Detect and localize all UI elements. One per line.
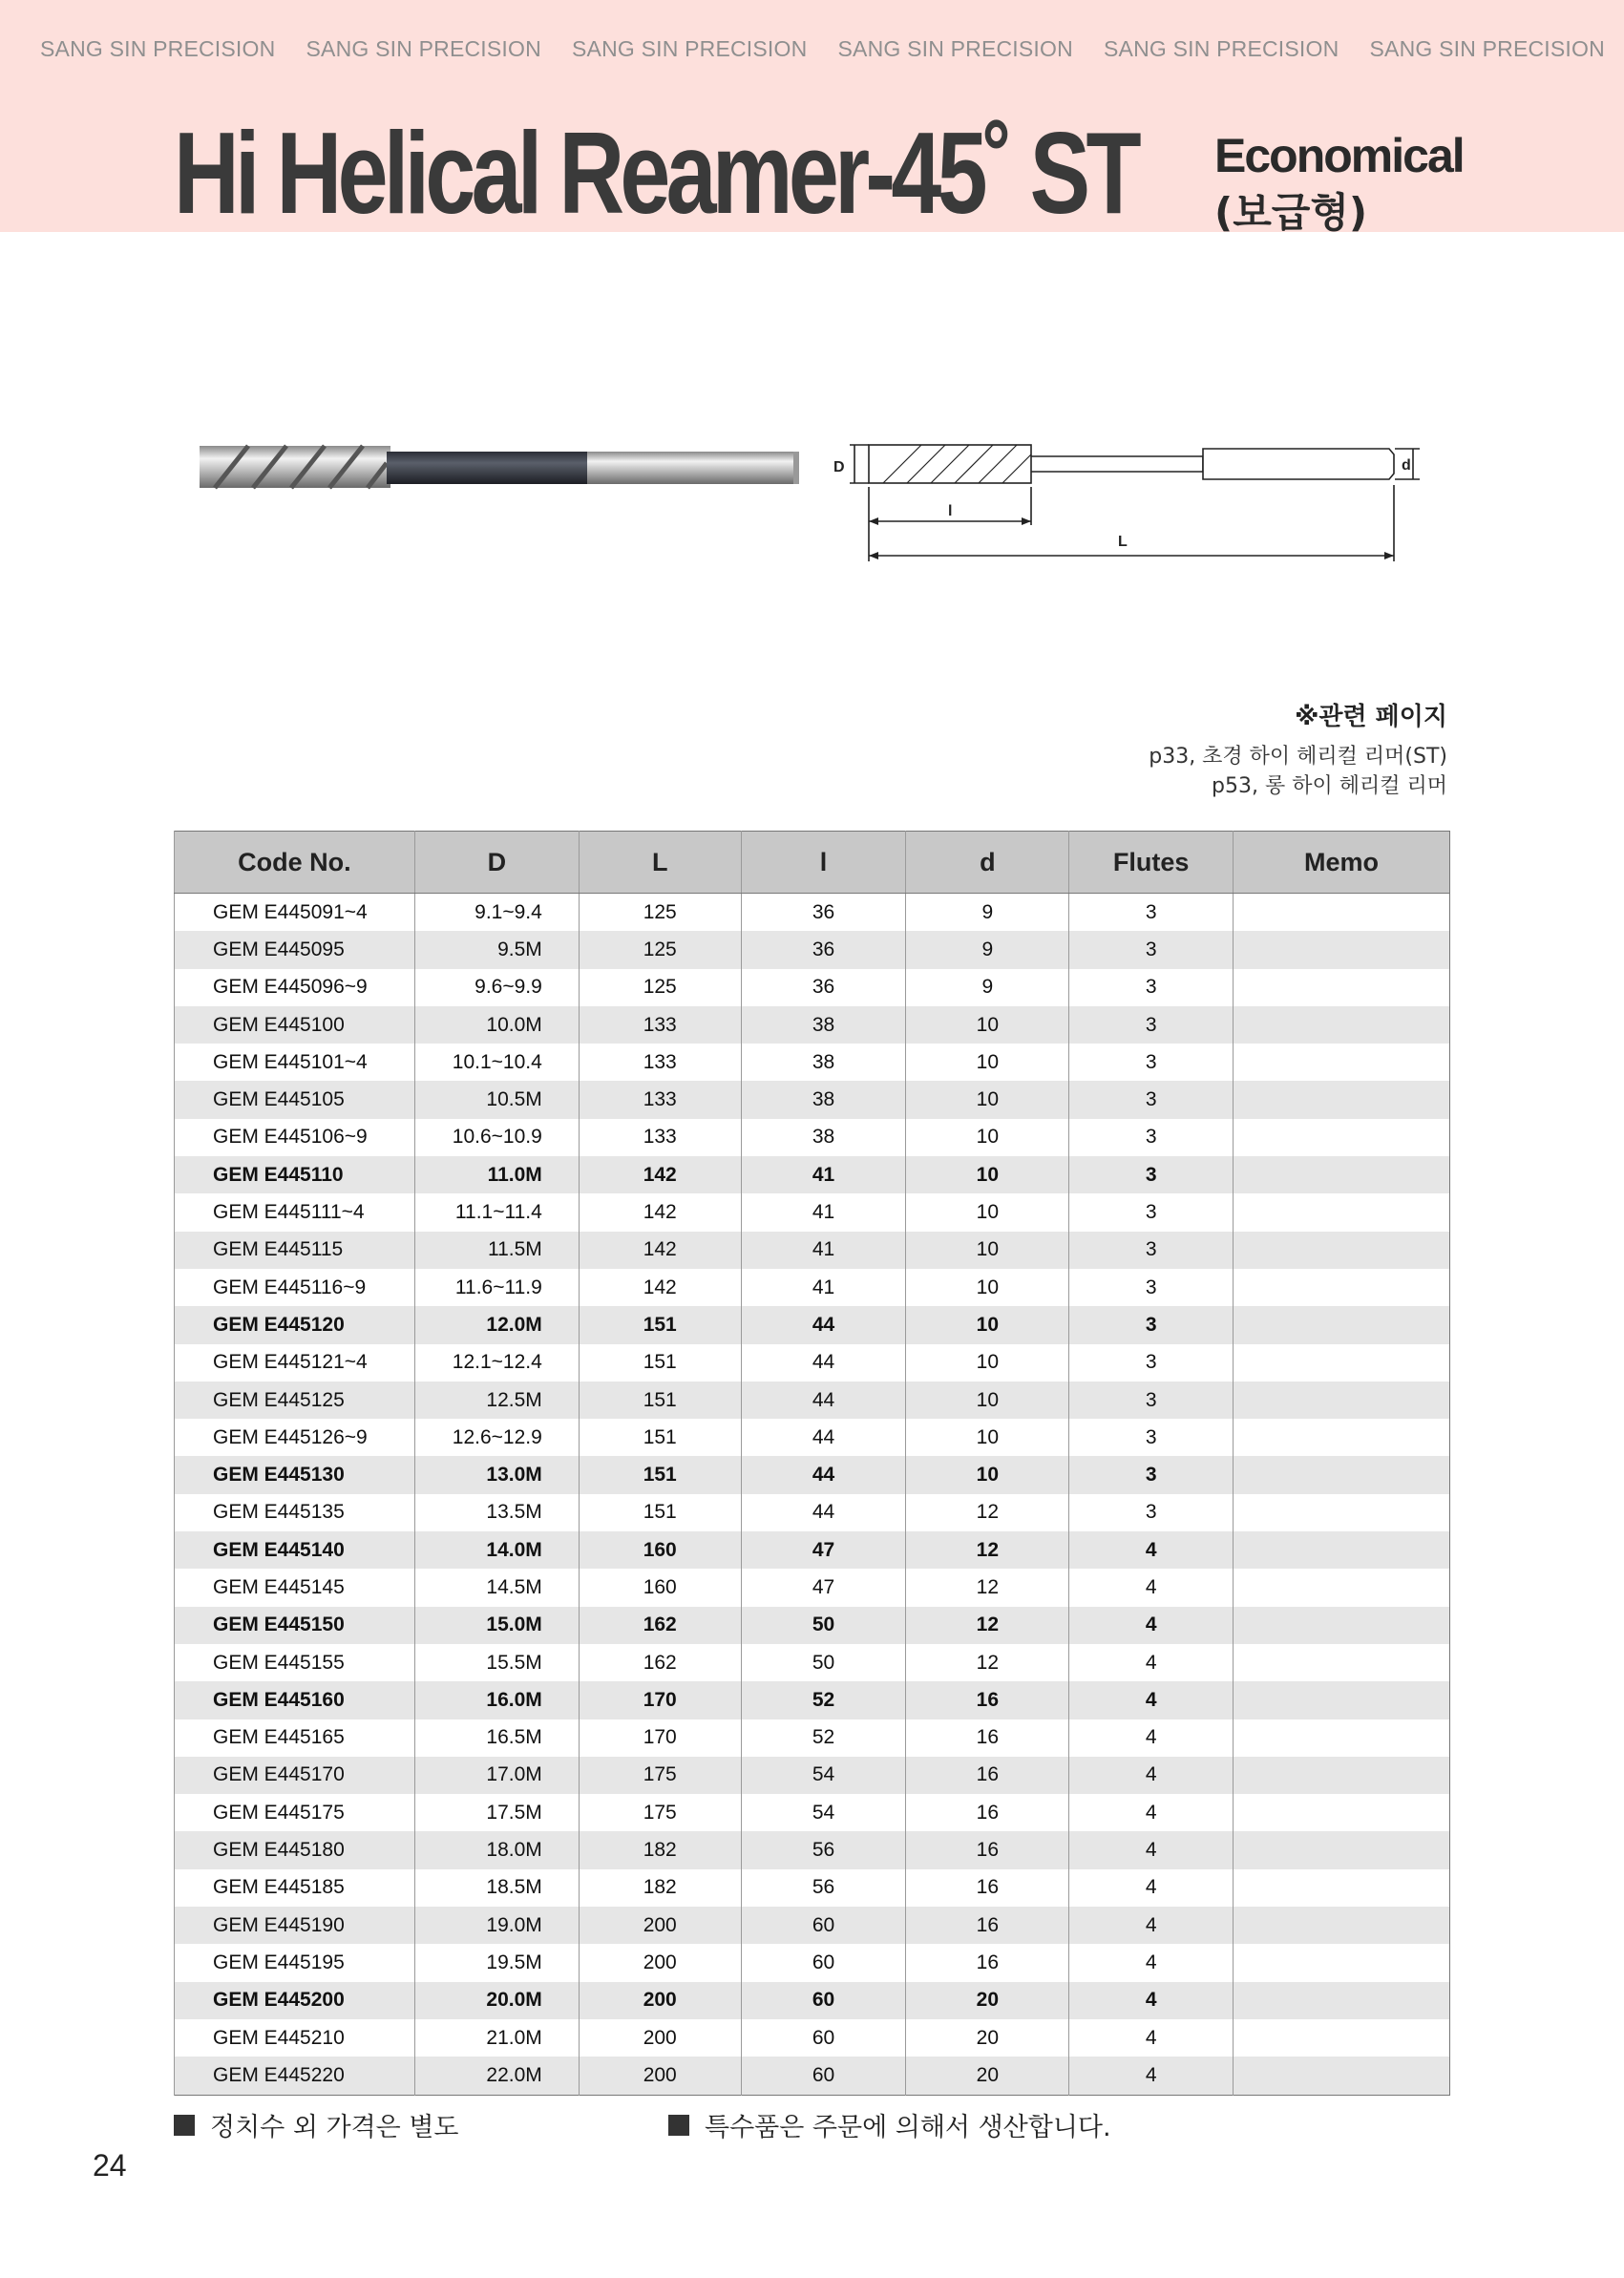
cell-d: 16 [906, 1907, 1069, 1944]
cell-D: 12.5M [414, 1382, 579, 1419]
cell-L: 125 [579, 969, 741, 1006]
cell-code: GEM E445096~9 [175, 969, 415, 1006]
cell-D: 10.1~10.4 [414, 1044, 579, 1081]
cell-flutes: 4 [1069, 1681, 1234, 1719]
cell-memo [1234, 1156, 1450, 1193]
note-text: 특수품은 주문에 의해서 생산합니다. [705, 2113, 1111, 2142]
product-type-ko: (보급형) [1214, 189, 1368, 236]
cell-flutes: 3 [1069, 1419, 1234, 1456]
cell-D: 19.0M [414, 1907, 579, 1944]
cell-L: 200 [579, 2057, 741, 2095]
cell-code: GEM E445106~9 [175, 1119, 415, 1156]
cell-l: 44 [741, 1306, 906, 1343]
cell-D: 20.0M [414, 1982, 579, 2019]
cell-code: GEM E445110 [175, 1156, 415, 1193]
cell-l: 56 [741, 1869, 906, 1907]
cell-memo [1234, 1456, 1450, 1493]
cell-L: 160 [579, 1531, 741, 1569]
cell-code: GEM E445220 [175, 2057, 415, 2095]
cell-d: 10 [906, 1456, 1069, 1493]
cell-L: 170 [579, 1719, 741, 1757]
brand-text: SANG SIN PRECISION [1104, 36, 1339, 61]
table-row [175, 1006, 1450, 1044]
cell-D: 11.6~11.9 [414, 1269, 579, 1306]
table-row [175, 1757, 1450, 1794]
cell-memo [1234, 1644, 1450, 1681]
cell-D: 18.5M [414, 1869, 579, 1907]
cell-code: GEM E445140 [175, 1531, 415, 1569]
cell-code: GEM E445165 [175, 1719, 415, 1757]
cell-code: GEM E445116~9 [175, 1269, 415, 1306]
table-row [175, 1156, 1450, 1193]
cell-l: 50 [741, 1644, 906, 1681]
cell-l: 41 [741, 1193, 906, 1231]
cell-d: 10 [906, 1306, 1069, 1343]
cell-code: GEM E445095 [175, 931, 415, 968]
cell-D: 11.1~11.4 [414, 1193, 579, 1231]
cell-code: GEM E445126~9 [175, 1419, 415, 1456]
dimension-drawing [816, 430, 1427, 573]
table-row [175, 1794, 1450, 1831]
table-row [175, 1907, 1450, 1944]
header-L: L [579, 832, 741, 894]
table-row [175, 1719, 1450, 1757]
cell-memo [1234, 894, 1450, 932]
cell-D: 19.5M [414, 1944, 579, 1981]
cell-memo [1234, 1306, 1450, 1343]
cell-L: 200 [579, 2019, 741, 2057]
cell-l: 60 [741, 1944, 906, 1981]
cell-memo [1234, 1344, 1450, 1382]
cell-flutes: 3 [1069, 1494, 1234, 1531]
cell-L: 200 [579, 1907, 741, 1944]
cell-d: 16 [906, 1794, 1069, 1831]
bullet-square-icon [174, 2115, 195, 2136]
cell-l: 50 [741, 1607, 906, 1644]
cell-memo [1234, 969, 1450, 1006]
cell-D: 9.1~9.4 [414, 894, 579, 932]
related-title: ※관련 페이지 [1295, 703, 1447, 731]
table-row [175, 1531, 1450, 1569]
cell-l: 44 [741, 1494, 906, 1531]
cell-l: 36 [741, 894, 906, 932]
table-body [175, 894, 1450, 2096]
cell-d: 16 [906, 1869, 1069, 1907]
page-number: 24 [93, 2148, 127, 2183]
cell-code: GEM E445190 [175, 1907, 415, 1944]
cell-flutes: 3 [1069, 1193, 1234, 1231]
cell-l: 41 [741, 1156, 906, 1193]
table-row [175, 1944, 1450, 1981]
cell-d: 20 [906, 2019, 1069, 2057]
cell-d: 9 [906, 894, 1069, 932]
cell-D: 16.5M [414, 1719, 579, 1757]
table-row [175, 1269, 1450, 1306]
cell-L: 182 [579, 1869, 741, 1907]
cell-d: 12 [906, 1569, 1069, 1606]
cell-D: 10.0M [414, 1006, 579, 1044]
brand-row [0, 36, 1624, 69]
cell-memo [1234, 1907, 1450, 1944]
cell-l: 52 [741, 1719, 906, 1757]
cell-L: 133 [579, 1081, 741, 1118]
cell-L: 133 [579, 1044, 741, 1081]
cell-D: 14.0M [414, 1531, 579, 1569]
table-row [175, 1869, 1450, 1907]
cell-l: 44 [741, 1382, 906, 1419]
spec-table [174, 831, 1450, 2096]
note-text: 정치수 외 가격은 별도 [210, 2113, 459, 2142]
cell-L: 162 [579, 1607, 741, 1644]
header-memo: Memo [1234, 832, 1450, 894]
cell-flutes: 4 [1069, 2057, 1234, 2095]
cell-D: 22.0M [414, 2057, 579, 2095]
cell-flutes: 3 [1069, 1344, 1234, 1382]
cell-code: GEM E445160 [175, 1681, 415, 1719]
cell-D: 11.0M [414, 1156, 579, 1193]
brand-text: SANG SIN PRECISION [1369, 36, 1605, 61]
cell-d: 10 [906, 1044, 1069, 1081]
cell-flutes: 4 [1069, 1944, 1234, 1981]
cell-D: 13.0M [414, 1456, 579, 1493]
cell-flutes: 4 [1069, 1869, 1234, 1907]
cell-L: 125 [579, 931, 741, 968]
cell-L: 151 [579, 1494, 741, 1531]
cell-code: GEM E445210 [175, 2019, 415, 2057]
cell-d: 10 [906, 1232, 1069, 1269]
cell-d: 10 [906, 1382, 1069, 1419]
cell-D: 10.6~10.9 [414, 1119, 579, 1156]
cell-memo [1234, 1607, 1450, 1644]
cell-L: 182 [579, 1831, 741, 1868]
table-row [175, 1382, 1450, 1419]
label-L: L [1118, 534, 1128, 550]
cell-code: GEM E445115 [175, 1232, 415, 1269]
cell-L: 151 [579, 1456, 741, 1493]
table-row [175, 1306, 1450, 1343]
cell-memo [1234, 2057, 1450, 2095]
cell-l: 36 [741, 931, 906, 968]
cell-l: 36 [741, 969, 906, 1006]
cell-memo [1234, 1419, 1450, 1456]
cell-L: 162 [579, 1644, 741, 1681]
cell-memo [1234, 2019, 1450, 2057]
label-D: D [833, 459, 845, 475]
cell-flutes: 3 [1069, 1006, 1234, 1044]
cell-l: 60 [741, 1982, 906, 2019]
cell-flutes: 4 [1069, 1907, 1234, 1944]
cell-memo [1234, 1681, 1450, 1719]
cell-l: 44 [741, 1456, 906, 1493]
cell-D: 12.1~12.4 [414, 1344, 579, 1382]
cell-flutes: 4 [1069, 1719, 1234, 1757]
table-row [175, 1644, 1450, 1681]
table-row [175, 1419, 1450, 1456]
cell-D: 16.0M [414, 1681, 579, 1719]
table-header-row [175, 832, 1450, 894]
note-special [668, 2106, 1111, 2143]
cell-d: 10 [906, 1344, 1069, 1382]
bullet-square-icon [668, 2115, 689, 2136]
related-link[interactable]: p33, 초경 하이 헤리컬 리머(ST) [1149, 745, 1447, 769]
cell-d: 10 [906, 1006, 1069, 1044]
table-row [175, 1831, 1450, 1868]
cell-flutes: 3 [1069, 1119, 1234, 1156]
cell-L: 133 [579, 1119, 741, 1156]
cell-memo [1234, 1044, 1450, 1081]
cell-code: GEM E445091~4 [175, 894, 415, 932]
cell-L: 170 [579, 1681, 741, 1719]
cell-d: 16 [906, 1757, 1069, 1794]
cell-d: 20 [906, 1982, 1069, 2019]
cell-memo [1234, 1494, 1450, 1531]
cell-code: GEM E445121~4 [175, 1344, 415, 1382]
cell-L: 142 [579, 1156, 741, 1193]
cell-flutes: 4 [1069, 2019, 1234, 2057]
cell-code: GEM E445135 [175, 1494, 415, 1531]
cell-l: 38 [741, 1081, 906, 1118]
cell-L: 151 [579, 1419, 741, 1456]
cell-memo [1234, 1232, 1450, 1269]
cell-d: 9 [906, 969, 1069, 1006]
cell-D: 14.5M [414, 1569, 579, 1606]
note-price [174, 2106, 459, 2143]
brand-text: SANG SIN PRECISION [572, 36, 808, 61]
header-flutes: Flutes [1069, 832, 1234, 894]
cell-d: 10 [906, 1269, 1069, 1306]
table-row [175, 1494, 1450, 1531]
cell-flutes: 3 [1069, 1232, 1234, 1269]
table-row [175, 1081, 1450, 1118]
cell-flutes: 3 [1069, 1382, 1234, 1419]
cell-l: 52 [741, 1681, 906, 1719]
cell-memo [1234, 1831, 1450, 1868]
header-D: D [414, 832, 579, 894]
cell-L: 133 [579, 1006, 741, 1044]
cell-memo [1234, 1193, 1450, 1231]
cell-l: 38 [741, 1119, 906, 1156]
header-d: d [906, 832, 1069, 894]
cell-d: 16 [906, 1681, 1069, 1719]
cell-flutes: 3 [1069, 1156, 1234, 1193]
cell-L: 142 [579, 1269, 741, 1306]
cell-d: 16 [906, 1831, 1069, 1868]
reamer-photo [196, 434, 802, 501]
cell-l: 38 [741, 1044, 906, 1081]
cell-flutes: 4 [1069, 1831, 1234, 1868]
cell-l: 41 [741, 1269, 906, 1306]
cell-code: GEM E445150 [175, 1607, 415, 1644]
cell-d: 20 [906, 2057, 1069, 2095]
cell-code: GEM E445185 [175, 1869, 415, 1907]
cell-flutes: 3 [1069, 1456, 1234, 1493]
cell-flutes: 4 [1069, 1757, 1234, 1794]
cell-d: 10 [906, 1156, 1069, 1193]
cell-d: 12 [906, 1644, 1069, 1681]
cell-d: 16 [906, 1719, 1069, 1757]
cell-D: 17.0M [414, 1757, 579, 1794]
table-row [175, 2019, 1450, 2057]
cell-l: 60 [741, 1907, 906, 1944]
cell-code: GEM E445101~4 [175, 1044, 415, 1081]
cell-D: 15.5M [414, 1644, 579, 1681]
cell-flutes: 3 [1069, 1044, 1234, 1081]
table-row [175, 894, 1450, 932]
cell-L: 175 [579, 1757, 741, 1794]
cell-memo [1234, 1944, 1450, 1981]
cell-l: 38 [741, 1006, 906, 1044]
cell-memo [1234, 1869, 1450, 1907]
cell-L: 151 [579, 1382, 741, 1419]
cell-L: 200 [579, 1982, 741, 2019]
cell-L: 175 [579, 1794, 741, 1831]
cell-D: 9.5M [414, 931, 579, 968]
related-pages [1149, 697, 1447, 801]
cell-d: 16 [906, 1944, 1069, 1981]
cell-L: 160 [579, 1569, 741, 1606]
cell-flutes: 4 [1069, 1569, 1234, 1606]
cell-l: 54 [741, 1794, 906, 1831]
cell-L: 151 [579, 1306, 741, 1343]
cell-D: 12.6~12.9 [414, 1419, 579, 1456]
cell-D: 13.5M [414, 1494, 579, 1531]
cell-d: 12 [906, 1494, 1069, 1531]
table-row [175, 1607, 1450, 1644]
cell-code: GEM E445175 [175, 1794, 415, 1831]
cell-code: GEM E445145 [175, 1569, 415, 1606]
label-d: d [1402, 457, 1411, 474]
table-row [175, 1044, 1450, 1081]
header-code: Code No. [175, 832, 415, 894]
table-row [175, 1681, 1450, 1719]
cell-code: GEM E445130 [175, 1456, 415, 1493]
cell-code: GEM E445200 [175, 1982, 415, 2019]
table-row [175, 2057, 1450, 2095]
page-title: Hi Helical Reamer-45˚ ST [174, 108, 1137, 238]
cell-d: 10 [906, 1193, 1069, 1231]
table-row [175, 1344, 1450, 1382]
related-link[interactable]: p53, 롱 하이 헤리컬 리머 [1212, 774, 1447, 798]
cell-memo [1234, 1794, 1450, 1831]
cell-flutes: 3 [1069, 1306, 1234, 1343]
cell-flutes: 4 [1069, 1794, 1234, 1831]
cell-memo [1234, 1382, 1450, 1419]
cell-memo [1234, 1531, 1450, 1569]
cell-l: 47 [741, 1569, 906, 1606]
cell-memo [1234, 1081, 1450, 1118]
cell-memo [1234, 931, 1450, 968]
cell-L: 200 [579, 1944, 741, 1981]
table-row [175, 1193, 1450, 1231]
cell-l: 60 [741, 2019, 906, 2057]
cell-D: 10.5M [414, 1081, 579, 1118]
cell-l: 41 [741, 1232, 906, 1269]
cell-flutes: 3 [1069, 1269, 1234, 1306]
label-l: l [948, 503, 953, 519]
cell-l: 54 [741, 1757, 906, 1794]
brand-text: SANG SIN PRECISION [40, 36, 276, 61]
cell-D: 17.5M [414, 1794, 579, 1831]
cell-d: 12 [906, 1531, 1069, 1569]
cell-L: 142 [579, 1232, 741, 1269]
cell-l: 44 [741, 1344, 906, 1382]
cell-l: 56 [741, 1831, 906, 1868]
header-l: l [741, 832, 906, 894]
cell-D: 21.0M [414, 2019, 579, 2057]
cell-memo [1234, 1569, 1450, 1606]
cell-D: 11.5M [414, 1232, 579, 1269]
cell-L: 125 [579, 894, 741, 932]
cell-memo [1234, 1757, 1450, 1794]
cell-code: GEM E445120 [175, 1306, 415, 1343]
cell-flutes: 4 [1069, 1607, 1234, 1644]
cell-L: 142 [579, 1193, 741, 1231]
cell-memo [1234, 1269, 1450, 1306]
cell-d: 10 [906, 1119, 1069, 1156]
cell-code: GEM E445105 [175, 1081, 415, 1118]
cell-D: 9.6~9.9 [414, 969, 579, 1006]
brand-text: SANG SIN PRECISION [837, 36, 1073, 61]
cell-l: 60 [741, 2057, 906, 2095]
brand-text: SANG SIN PRECISION [306, 36, 541, 61]
table-row [175, 1119, 1450, 1156]
table-row [175, 1982, 1450, 2019]
cell-memo [1234, 1719, 1450, 1757]
table-row [175, 1232, 1450, 1269]
cell-memo [1234, 1006, 1450, 1044]
cell-l: 44 [741, 1419, 906, 1456]
cell-D: 18.0M [414, 1831, 579, 1868]
cell-flutes: 3 [1069, 931, 1234, 968]
cell-flutes: 3 [1069, 894, 1234, 932]
cell-l: 47 [741, 1531, 906, 1569]
cell-memo [1234, 1982, 1450, 2019]
cell-code: GEM E445170 [175, 1757, 415, 1794]
table-row [175, 1456, 1450, 1493]
cell-flutes: 4 [1069, 1531, 1234, 1569]
cell-code: GEM E445125 [175, 1382, 415, 1419]
table-row [175, 1569, 1450, 1606]
cell-code: GEM E445100 [175, 1006, 415, 1044]
cell-d: 9 [906, 931, 1069, 968]
cell-d: 12 [906, 1607, 1069, 1644]
cell-d: 10 [906, 1419, 1069, 1456]
cell-flutes: 3 [1069, 969, 1234, 1006]
cell-code: GEM E445180 [175, 1831, 415, 1868]
cell-L: 151 [579, 1344, 741, 1382]
cell-d: 10 [906, 1081, 1069, 1118]
cell-flutes: 3 [1069, 1081, 1234, 1118]
product-type-en: Economical [1214, 129, 1464, 182]
cell-D: 12.0M [414, 1306, 579, 1343]
table-row [175, 969, 1450, 1006]
cell-code: GEM E445155 [175, 1644, 415, 1681]
cell-D: 15.0M [414, 1607, 579, 1644]
cell-flutes: 4 [1069, 1644, 1234, 1681]
table-row [175, 931, 1450, 968]
cell-flutes: 4 [1069, 1982, 1234, 2019]
cell-memo [1234, 1119, 1450, 1156]
cell-code: GEM E445111~4 [175, 1193, 415, 1231]
cell-code: GEM E445195 [175, 1944, 415, 1981]
